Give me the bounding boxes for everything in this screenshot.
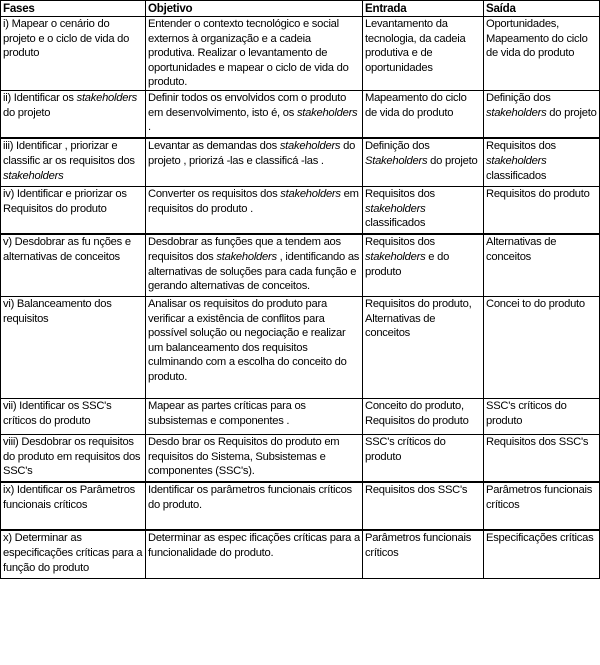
- italic-term: stakeholders: [486, 155, 547, 168]
- header-entrada: Entrada: [363, 1, 484, 17]
- cell-text: Especificações críticas: [486, 532, 594, 545]
- entrada-cell: [363, 530, 484, 578]
- cell-text: viii) Desdobrar os requisitos do produto em requisitos dos SSC's: [3, 435, 141, 478]
- table-row: [1, 17, 600, 91]
- cell-text: em requisitos do produto .: [148, 187, 359, 215]
- cell-text: Parâmetros funcionais críticos: [486, 484, 593, 512]
- cell-text: Requisitos dos: [365, 236, 435, 249]
- objetivo-cell: [146, 296, 363, 398]
- cell-text: ii) Identificar os: [3, 91, 77, 104]
- header-objetivo: Objetivo: [146, 1, 363, 17]
- header-fases: Fases: [1, 1, 146, 17]
- cell-text: iv) Identificar e priorizar os Requisitos do produto: [3, 187, 127, 215]
- saida-cell: [484, 90, 600, 138]
- objetivo-cell: [146, 138, 363, 186]
- saida-cell: [484, 482, 600, 530]
- entrada-cell: [363, 482, 484, 530]
- entrada-cell: [363, 234, 484, 296]
- cell-text: Definir todos os envolvidos com o produto em desenvolvimento, isto é, os: [148, 91, 347, 119]
- italic-term: stakeholders: [216, 251, 277, 264]
- table-row: [1, 296, 600, 398]
- objetivo-cell: [146, 90, 363, 138]
- saida-cell: [484, 186, 600, 234]
- cell-text: Desdobrar as funções que a tendem aos requisitos dos: [148, 236, 341, 264]
- saida-cell: [484, 296, 600, 398]
- table-row: [1, 482, 600, 530]
- cell-text: Conceito do produto, Requisitos do produto: [365, 399, 469, 427]
- objetivo-cell: [146, 482, 363, 530]
- cell-text: classificados: [486, 169, 547, 182]
- entrada-cell: [363, 296, 484, 398]
- cell-text: Definição dos: [486, 91, 551, 104]
- table-row: [1, 434, 600, 482]
- cell-text: Requisitos do produto: [486, 187, 590, 200]
- italic-term: stakeholders: [365, 251, 426, 264]
- fase-cell: [1, 482, 146, 530]
- cell-text: Entender o contexto tecnológico e social externos à organização e a cadeia produtiva. Realizar o levantamento de oportunidades e mapear o ciclo de vida do produto.: [148, 18, 349, 89]
- objetivo-cell: [146, 234, 363, 296]
- cell-text: Definição dos: [365, 140, 430, 153]
- cell-text: Requisitos dos SSC's: [365, 484, 468, 497]
- italic-term: stakeholders: [279, 140, 341, 153]
- cell-text: Requisitos do produto, Alternativas de conceitos: [365, 297, 472, 340]
- entrada-cell: [363, 434, 484, 482]
- entrada-cell: [363, 138, 484, 186]
- cell-text: Requisitos dos SSC's: [486, 435, 589, 448]
- table-row: [1, 138, 600, 186]
- cell-text: Mapeamento do ciclo de vida do produto: [365, 91, 467, 119]
- italic-term: stakeholders: [486, 106, 547, 119]
- fase-cell: [1, 234, 146, 296]
- italic-term: stakeholders: [3, 169, 64, 182]
- cell-text: Requisitos dos: [365, 187, 435, 200]
- cell-text: do projeto: [3, 106, 51, 119]
- table-row: [1, 530, 600, 578]
- cell-text: Determinar as espec ificações críticas para a funcionalidade do produto.: [148, 532, 360, 560]
- cell-text: Alternativas de conceitos: [486, 236, 557, 264]
- fase-cell: [1, 138, 146, 186]
- cell-text: , identificando as alternativas de soluções para cada função e gerando alternativas de conceitos.: [148, 251, 360, 293]
- fase-cell: [1, 296, 146, 398]
- cell-text: SSC's críticos do produto: [365, 435, 446, 463]
- fase-cell: [1, 530, 146, 578]
- saida-cell: [484, 234, 600, 296]
- table-body: [1, 17, 600, 579]
- header-saida: Saída: [484, 1, 600, 17]
- fase-cell: [1, 398, 146, 434]
- cell-text: e do produto: [365, 251, 450, 278]
- saida-cell: [484, 138, 600, 186]
- italic-term: Stakeholders: [365, 155, 428, 168]
- objetivo-cell: [146, 186, 363, 234]
- cell-text: Desdo brar os Requisitos do produto em requisitos do Sistema, Subsistemas e componentes (SSC's).: [148, 435, 340, 478]
- cell-text: do projeto: [546, 106, 597, 119]
- entrada-cell: [363, 398, 484, 434]
- cell-text: vii) Identificar os SSC's críticos do produto: [3, 399, 112, 427]
- table-row: [1, 90, 600, 138]
- cell-text: Oportunidades, Mapeamento do ciclo de vida do produto: [486, 18, 588, 60]
- cell-text: i) Mapear o cenário do projeto e o ciclo de vida do produto: [3, 18, 130, 60]
- objetivo-cell: [146, 17, 363, 91]
- cell-text: Mapear as partes críticas para os subsistemas e componentes .: [148, 399, 306, 427]
- cell-text: Identificar os parâmetros funcionais críticos do produto.: [148, 484, 352, 512]
- saida-cell: [484, 530, 600, 578]
- fase-cell: [1, 186, 146, 234]
- saida-cell: [484, 434, 600, 482]
- table-row: [1, 186, 600, 234]
- cell-text: ix) Identificar os Parâmetros funcionais críticos: [3, 484, 136, 512]
- cell-text: classificados: [365, 217, 426, 230]
- objetivo-cell: [146, 398, 363, 434]
- entrada-cell: [363, 90, 484, 138]
- fase-cell: [1, 90, 146, 138]
- entrada-cell: [363, 186, 484, 234]
- italic-term: stakeholders: [296, 106, 358, 119]
- cell-text: Levantar as demandas dos: [148, 140, 280, 153]
- cell-text: vi) Balanceamento dos requisitos: [3, 297, 112, 325]
- fase-cell: [1, 17, 146, 91]
- fase-cell: [1, 434, 146, 482]
- objetivo-cell: [146, 530, 363, 578]
- cell-text: SSC's críticos do produto: [486, 399, 567, 427]
- cell-text: v) Desdobrar as fu nções e alternativas de conceitos: [3, 236, 131, 264]
- table-header-row: [1, 1, 600, 17]
- cell-text: .: [148, 121, 151, 134]
- table-row: [1, 398, 600, 434]
- cell-text: do projeto , priorizá -las e classificá -las .: [148, 140, 356, 168]
- entrada-cell: [363, 17, 484, 91]
- cell-text: x) Determinar as especificações críticas para a função do produto: [3, 532, 143, 574]
- cell-text: Requisitos dos: [486, 140, 556, 153]
- table-row: [1, 234, 600, 296]
- cell-text: do projeto: [427, 155, 478, 168]
- cell-text: Concei to do produto: [486, 297, 585, 310]
- saida-cell: [484, 17, 600, 91]
- cell-text: Parâmetros funcionais críticos: [365, 532, 472, 560]
- italic-term: stakeholders: [365, 202, 426, 215]
- italic-term: stakeholders: [76, 91, 138, 104]
- cell-text: Analisar os requisitos do produto para verificar a existência de conflitos para possível solução ou negociação e realizar um balanceamento dos requisitos culminando com a escolha do conceito do produto.: [148, 297, 347, 383]
- objetivo-cell: [146, 434, 363, 482]
- cell-text: Levantamento da tecnologia, da cadeia produtiva e de oportunidades: [365, 18, 466, 74]
- cell-text: Converter os requisitos dos: [148, 187, 281, 200]
- saida-cell: [484, 398, 600, 434]
- italic-term: stakeholders: [280, 187, 341, 200]
- cell-text: iii) Identificar , priorizar e classific ar os requisitos dos: [3, 140, 135, 168]
